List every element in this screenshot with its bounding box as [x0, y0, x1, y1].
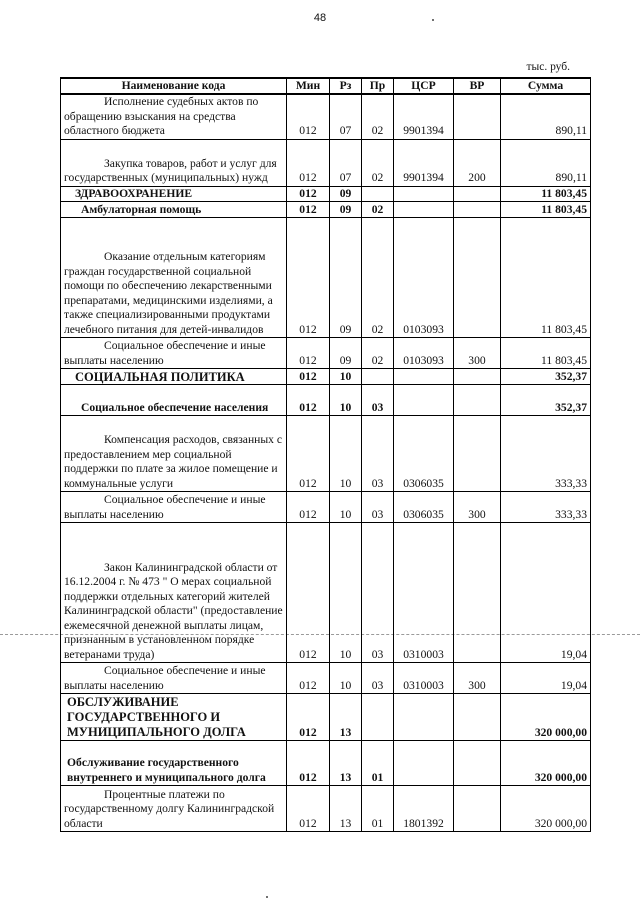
row-min: 012 [287, 523, 330, 663]
table-row [61, 139, 591, 186]
table-row [61, 186, 591, 202]
table-row [61, 663, 591, 694]
row-pr [362, 694, 394, 741]
row-csr: 0310003 [394, 663, 454, 694]
table-row [61, 523, 591, 663]
row-name: Процентные платежи по государственному долгу Калининградской области [61, 786, 287, 832]
row-csr [394, 385, 454, 416]
row-rz: 09 [330, 186, 362, 202]
row-name: Исполнение судебных актов по обращению взыскания на средства областного бюджета [61, 94, 287, 139]
row-csr [394, 694, 454, 741]
row-pr: 03 [362, 385, 394, 416]
row-vr [454, 369, 501, 385]
row-pr: 02 [362, 94, 394, 139]
row-csr: 0306035 [394, 416, 454, 492]
row-pr [362, 186, 394, 202]
row-vr [454, 218, 501, 338]
row-pr: 03 [362, 492, 394, 523]
row-sum: 352,37 [501, 385, 591, 416]
row-csr: 0103093 [394, 338, 454, 369]
row-sum: 333,33 [501, 416, 591, 492]
table-header-row [61, 78, 591, 94]
row-rz: 10 [330, 492, 362, 523]
table-row [61, 786, 591, 832]
table-row [61, 416, 591, 492]
header-name: Наименование кода [61, 78, 287, 94]
table-row [61, 369, 591, 385]
row-pr: 02 [362, 139, 394, 186]
table-row [61, 741, 591, 786]
row-min: 012 [287, 492, 330, 523]
row-sum: 19,04 [501, 523, 591, 663]
row-name: Оказание отдельным категориям граждан государственной социальной помощи по обеспечению лекарственными препаратами, медицинскими изделиями, а также специализированными продуктами лечебного питания для детей-инвалидов [61, 218, 287, 338]
row-rz: 10 [330, 416, 362, 492]
row-vr [454, 523, 501, 663]
row-sum: 11 803,45 [501, 202, 591, 218]
table-row [61, 218, 591, 338]
row-sum: 352,37 [501, 369, 591, 385]
row-pr: 01 [362, 786, 394, 832]
row-csr: 1801392 [394, 786, 454, 832]
row-pr: 03 [362, 416, 394, 492]
row-name: ОБСЛУЖИВАНИЕ ГОСУДАРСТВЕННОГО И МУНИЦИПАЛЬНОГО ДОЛГА [61, 694, 287, 741]
header-sum: Сумма [501, 78, 591, 94]
row-sum: 11 803,45 [501, 218, 591, 338]
row-pr [362, 369, 394, 385]
table-row [61, 492, 591, 523]
row-rz: 13 [330, 786, 362, 832]
row-csr: 0306035 [394, 492, 454, 523]
row-min: 012 [287, 94, 330, 139]
row-rz: 07 [330, 94, 362, 139]
row-csr [394, 186, 454, 202]
budget-table [60, 77, 591, 832]
row-name: Социальное обеспечение и иные выплаты населению [61, 492, 287, 523]
row-sum: 320 000,00 [501, 694, 591, 741]
row-sum: 11 803,45 [501, 338, 591, 369]
header-min: Мин [287, 78, 330, 94]
row-min: 012 [287, 786, 330, 832]
row-vr [454, 202, 501, 218]
row-pr: 01 [362, 741, 394, 786]
header-pr: Пр [362, 78, 394, 94]
row-rz: 10 [330, 369, 362, 385]
row-vr: 300 [454, 338, 501, 369]
row-pr: 03 [362, 523, 394, 663]
row-min: 012 [287, 369, 330, 385]
row-min: 012 [287, 139, 330, 186]
row-min: 012 [287, 202, 330, 218]
scan-speck [266, 896, 268, 898]
row-pr: 02 [362, 338, 394, 369]
row-min: 012 [287, 218, 330, 338]
row-vr [454, 186, 501, 202]
row-sum: 19,04 [501, 663, 591, 694]
row-sum: 11 803,45 [501, 186, 591, 202]
row-csr: 9901394 [394, 139, 454, 186]
row-min: 012 [287, 385, 330, 416]
units-label: тыс. руб. [526, 61, 570, 73]
row-min: 012 [287, 186, 330, 202]
row-vr [454, 416, 501, 492]
row-name: Обслуживание государственного внутреннего и муниципального долга [61, 741, 287, 786]
row-min: 012 [287, 663, 330, 694]
row-vr: 300 [454, 492, 501, 523]
row-min: 012 [287, 338, 330, 369]
row-pr: 02 [362, 202, 394, 218]
row-name: ЗДРАВООХРАНЕНИЕ [61, 186, 287, 202]
row-rz: 09 [330, 218, 362, 338]
row-name: Амбулаторная помощь [61, 202, 287, 218]
row-name: Закон Калининградской области от 16.12.2004 г. № 473 " О мерах социальной поддержки отдельных категорий жителей Калининградской области" (предоставление ежемесячной денежной выплаты лицам, признанным в установленном порядке ветеранами труда) [61, 523, 287, 663]
row-sum: 890,11 [501, 139, 591, 186]
row-rz: 10 [330, 385, 362, 416]
row-name: Социальное обеспечение и иные выплаты населению [61, 338, 287, 369]
row-name: Компенсация расходов, связанных с предоставлением мер социальной поддержки по плате за жилое помещение и коммунальные услуги [61, 416, 287, 492]
row-rz: 09 [330, 338, 362, 369]
row-vr: 300 [454, 663, 501, 694]
row-rz: 10 [330, 663, 362, 694]
scan-speck [432, 19, 434, 21]
row-min: 012 [287, 694, 330, 741]
table-row [61, 202, 591, 218]
row-rz: 13 [330, 694, 362, 741]
row-csr [394, 202, 454, 218]
row-name: Социальное обеспечение и иные выплаты населению [61, 663, 287, 694]
row-vr [454, 786, 501, 832]
row-name: Закупка товаров, работ и услуг для государственных (муниципальных) нужд [61, 139, 287, 186]
table-row [61, 385, 591, 416]
row-csr [394, 369, 454, 385]
row-csr: 0310003 [394, 523, 454, 663]
row-rz: 09 [330, 202, 362, 218]
header-vr: ВР [454, 78, 501, 94]
row-min: 012 [287, 416, 330, 492]
header-csr: ЦСР [394, 78, 454, 94]
row-sum: 890,11 [501, 94, 591, 139]
row-vr [454, 385, 501, 416]
row-name: СОЦИАЛЬНАЯ ПОЛИТИКА [61, 369, 287, 385]
row-vr: 200 [454, 139, 501, 186]
row-rz: 10 [330, 523, 362, 663]
row-sum: 333,33 [501, 492, 591, 523]
row-sum: 320 000,00 [501, 786, 591, 832]
row-name: Социальное обеспечение населения [61, 385, 287, 416]
row-csr: 0103093 [394, 218, 454, 338]
row-rz: 07 [330, 139, 362, 186]
table-row [61, 338, 591, 369]
row-vr [454, 741, 501, 786]
header-rz: Рз [330, 78, 362, 94]
row-min: 012 [287, 741, 330, 786]
row-csr [394, 741, 454, 786]
row-vr [454, 94, 501, 139]
row-pr: 03 [362, 663, 394, 694]
row-pr: 02 [362, 218, 394, 338]
table-row [61, 94, 591, 139]
row-vr [454, 694, 501, 741]
row-csr: 9901394 [394, 94, 454, 139]
page-number: 48 [313, 12, 327, 24]
row-sum: 320 000,00 [501, 741, 591, 786]
row-rz: 13 [330, 741, 362, 786]
table-row [61, 694, 591, 741]
